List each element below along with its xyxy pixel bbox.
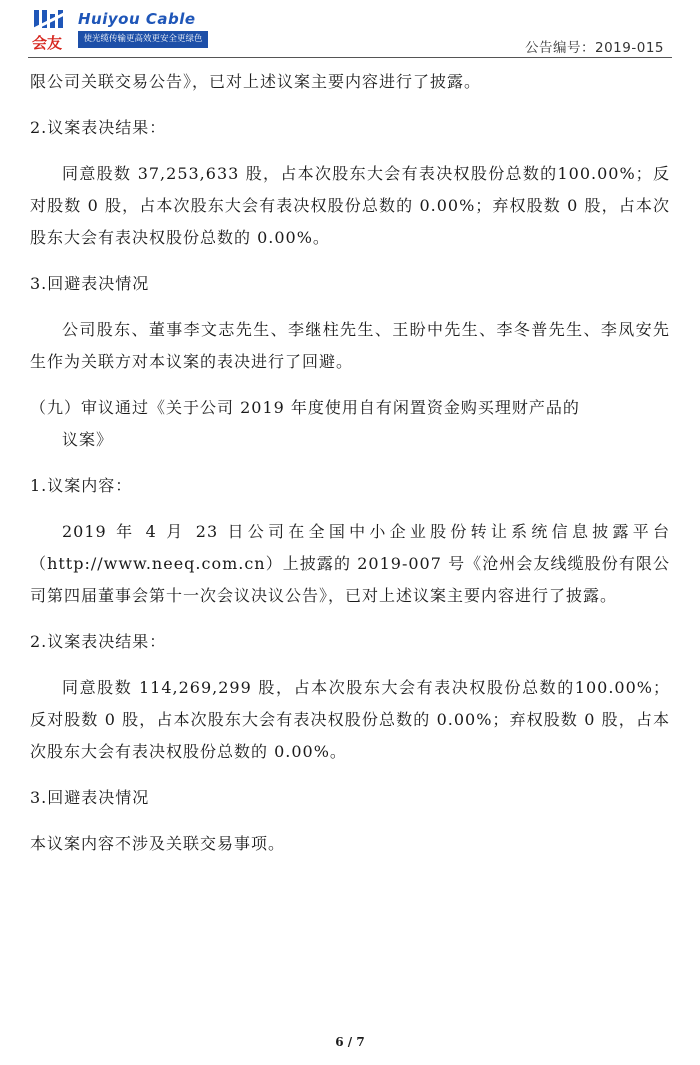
section9-avoid-title: 3.回避表决情况: [30, 788, 150, 807]
header-divider: [28, 57, 672, 58]
page-number: 6 / 7: [335, 1035, 365, 1049]
section9-result-title: 2.议案表决结果：: [30, 632, 167, 651]
logo-cn-text: 会友: [32, 34, 63, 52]
logo-brand-text: Huiyou Cable: [78, 10, 196, 28]
section9-result-text: 同意股数 114,269,299 股，占本次股东大会有表决权股份总数的100.00%；反对股数 0 股，占本次股东大会有表决权股份总数的 0.00%；弃权股数 0 股，占本次股东大会有表决权股份总数的 0.00%。: [30, 678, 670, 761]
section8-avoid-title: 3.回避表决情况: [30, 274, 150, 293]
carry-over-paragraph: 限公司关联交易公告》，已对上述议案主要内容进行了披露。: [30, 72, 482, 91]
section9-content-text: 2019 年 4 月 23 日公司在全国中小企业股份转让系统信息披露平台（http://www.neeq.com.cn）上披露的 2019-007 号《沧州会友线缆股份有限公司第四届董事会第十一次会议决议公告》，已对上述议案主要内容进行了披露。: [30, 522, 670, 605]
document-body: [30, 66, 670, 860]
company-logo: [28, 8, 208, 54]
section8-result-text: 同意股数 37,253,633 股，占本次股东大会有表决权股份总数的100.00%；反对股数 0 股，占本次股东大会有表决权股份总数的 0.00%；弃权股数 0 股，占本次股东大会有表决权股份总数的 0.00%。: [30, 164, 670, 247]
section8-avoid-text: 公司股东、董事李文志先生、李继柱先生、王盼中先生、李冬普先生、李凤安先生作为关联方对本议案的表决进行了回避。: [30, 320, 670, 371]
announcement-number: 公告编号：2019-015: [525, 40, 664, 56]
section8-result-title: 2.议案表决结果：: [30, 118, 167, 137]
logo-mark-icon: [28, 8, 74, 54]
section9-content-title: 1.议案内容：: [30, 476, 133, 495]
section9-avoid-text: 本议案内容不涉及关联交易事项。: [30, 834, 286, 853]
section9-title-line1: （九）审议通过《关于公司 2019 年度使用自有闲置资金购买理财产品的: [30, 398, 580, 417]
page-header: [0, 0, 700, 62]
logo-slogan: 使光缆传输更高效更安全更绿色: [78, 31, 208, 48]
section9-title: [30, 392, 670, 456]
section9-title-line2: 议案》: [62, 430, 114, 449]
